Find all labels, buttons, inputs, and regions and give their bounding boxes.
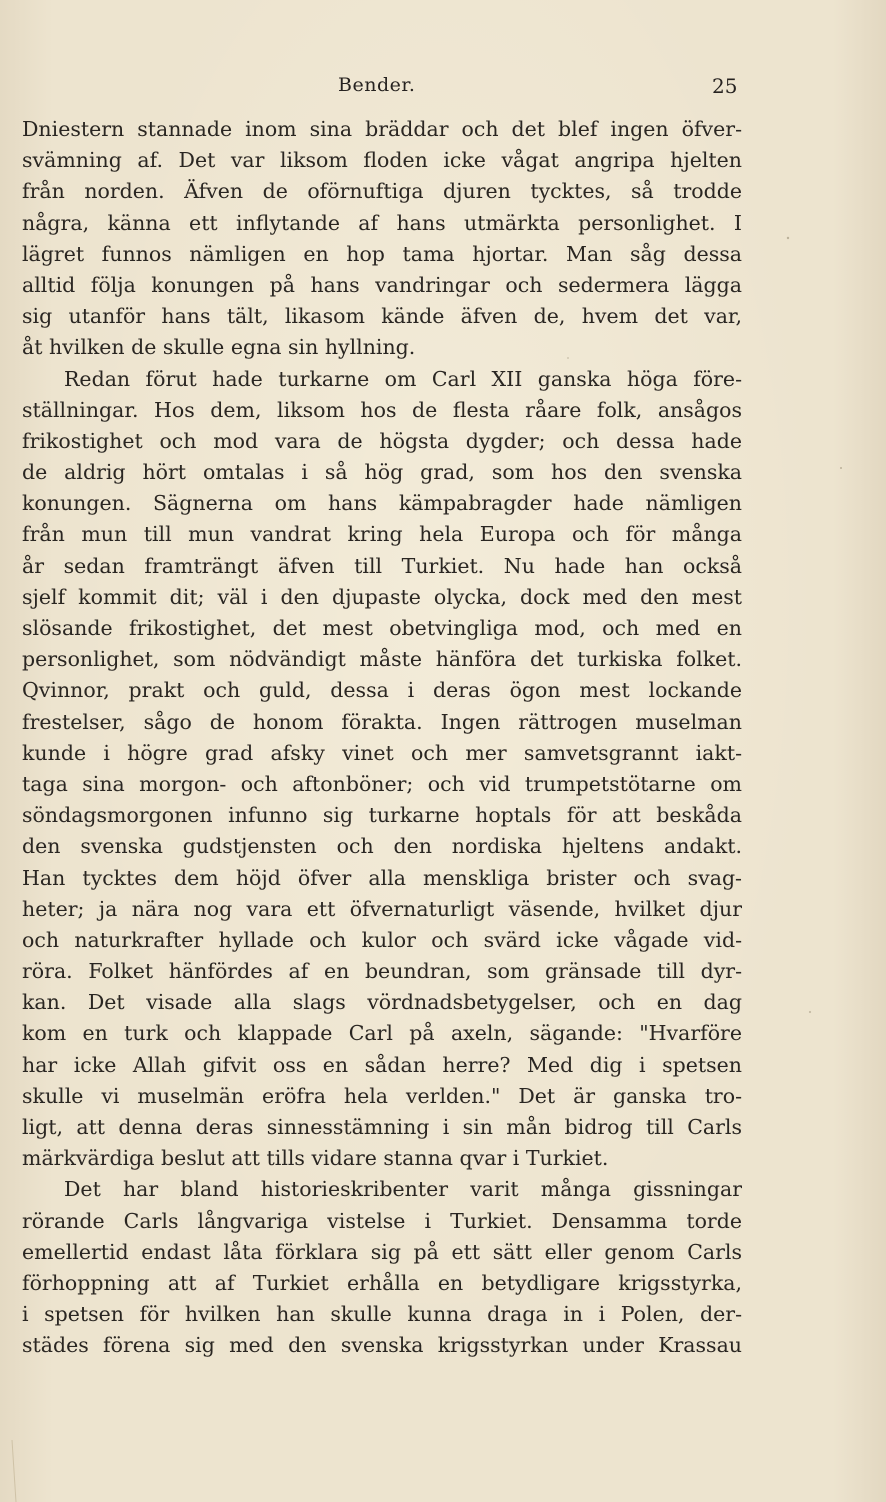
text-line: skulle vi muselmän eröfra hela verlden." Det är ganska tro- xyxy=(22,1083,742,1108)
text-line: sjelf kommit dit; väl i den djupaste olycka, dock med den mest xyxy=(22,584,742,609)
page-number: 25 xyxy=(712,74,738,98)
text-line: de aldrig hört omtalas i så hög grad, som hos den svenska xyxy=(22,460,742,485)
paragraph-start-line: Redan förut hade turkarne om Carl XII ganska höga före- xyxy=(64,366,742,391)
text-line: frikostighet och mod vara de högsta dygder; och dessa hade xyxy=(22,428,742,453)
text-line: svämning af. Det var liksom floden icke vågat angripa hjelten xyxy=(22,148,742,173)
paper-speck xyxy=(840,467,842,469)
text-line: märkvärdiga beslut att tills vidare stanna qvar i Turkiet. xyxy=(22,1146,609,1171)
text-line: och naturkrafter hyllade och kulor och svärd icke vågade vid- xyxy=(22,927,742,952)
text-line: har icke Allah gifvit oss en sådan herre? Med dig i spetsen xyxy=(22,1052,742,1077)
text-line: röra. Folket hänfördes af en beundran, som gränsade till dyr- xyxy=(22,959,742,984)
text-line: frestelser, sågo de honom förakta. Ingen rättrogen muselman xyxy=(22,709,742,734)
text-line: sig utanför hans tält, likasom kände äfven de, hvem det var, xyxy=(22,304,742,329)
text-line: ligt, att denna deras sinnesstämning i sin mån bidrog till Carls xyxy=(22,1115,742,1139)
text-line: emellertid endast låta förklara sig på ett sätt eller genom Carls xyxy=(22,1239,742,1264)
paper-crease xyxy=(12,1440,16,1502)
text-line: kunde i högre grad afsky vinet och mer samvetsgrannt iakt- xyxy=(22,740,742,765)
paragraph-start-line: Det har bland historieskribenter varit många gissningar xyxy=(64,1177,742,1202)
page-header xyxy=(0,74,886,104)
text-line: slösande frikostighet, det mest obetvingliga mod, och med en xyxy=(22,616,742,640)
text-line: heter; ja nära nog vara ett öfvernaturligt väsende, hvilket djur xyxy=(22,896,742,921)
text-line: konungen. Sägnerna om hans kämpabragder hade nämligen xyxy=(22,491,742,516)
text-line: personlighet, som nödvändigt måste hänföra det turkiska folket. xyxy=(22,647,742,672)
text-line: lägret funnos nämligen en hop tama hjortar. Man såg dessa xyxy=(22,241,742,266)
paper-speck xyxy=(787,237,789,239)
body-text xyxy=(22,114,742,1362)
text-line: städes förena sig med den svenska krigsstyrkan under Krassau xyxy=(22,1333,742,1358)
paper-speck xyxy=(809,1011,811,1013)
text-line: kan. Det visade alla slags vördnadsbetygelser, och en dag xyxy=(22,990,742,1015)
text-line: alltid följa konungen på hans vandringar och sedermera lägga xyxy=(22,272,742,297)
text-line: den svenska gudstjensten och den nordiska hjeltens andakt. xyxy=(22,834,742,859)
text-line: i spetsen för hvilken han skulle kunna draga in i Polen, der- xyxy=(22,1302,742,1327)
text-line: åt hvilken de skulle egna sin hyllning. xyxy=(22,335,416,360)
text-line: rörande Carls långvariga vistelse i Turkiet. Densamma torde xyxy=(22,1208,742,1233)
text-line: kom en turk och klappade Carl på axeln, sägande: "Hvarföre xyxy=(22,1021,742,1046)
text-line: ställningar. Hos dem, liksom hos de flesta råare folk, ansågos xyxy=(22,397,742,422)
text-line: år sedan framträngt äfven till Turkiet. Nu hade han också xyxy=(22,553,742,578)
text-line: från norden. Äfven de oförnuftiga djuren tycktes, så trodde xyxy=(22,179,742,204)
text-line: söndagsmorgonen infunno sig turkarne hoptals för att beskåda xyxy=(22,803,742,828)
text-line: Dniestern stannade inom sina bräddar och det blef ingen öfver- xyxy=(22,117,742,141)
text-line: förhoppning att af Turkiet erhålla en betydligare krigsstyrka, xyxy=(22,1270,742,1295)
text-line: Qvinnor, prakt och guld, dessa i deras ögon mest lockande xyxy=(22,678,742,703)
text-line: taga sina morgon- och aftonböner; och vid trumpetstötarne om xyxy=(22,771,742,796)
running-title: Bender. xyxy=(338,74,416,96)
text-line: från mun till mun vandrat kring hela Europa och för många xyxy=(22,522,742,547)
text-line: några, känna ett inflytande af hans utmärkta personlighet. I xyxy=(22,210,742,235)
text-line: Han tycktes dem höjd öfver alla menskliga brister och svag- xyxy=(22,865,742,890)
